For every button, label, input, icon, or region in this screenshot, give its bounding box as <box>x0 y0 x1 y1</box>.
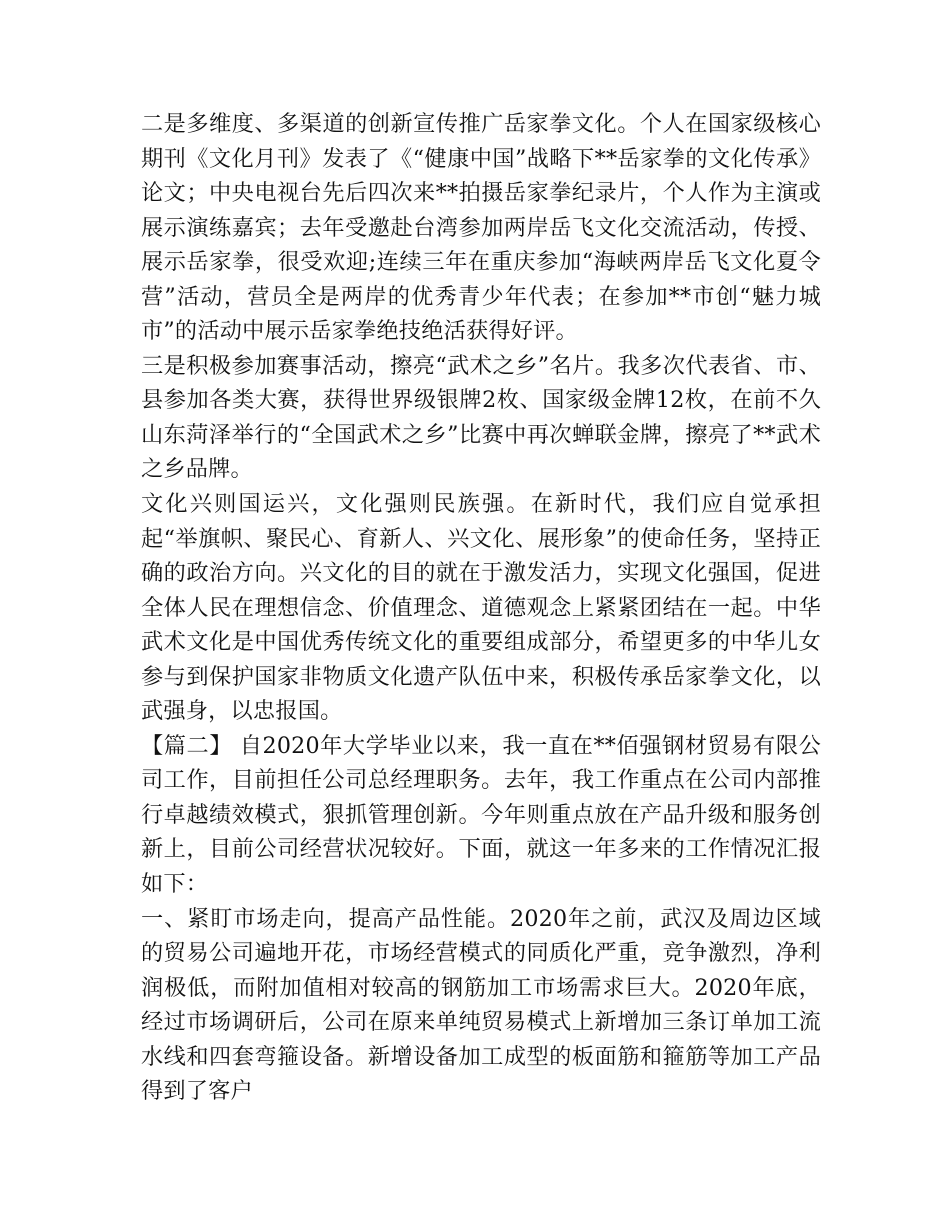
paragraph-competitions: 三是积极参加赛事活动，擦亮“武术之乡”名片。我多次代表省、市、县参加各类大赛，获得世界级银牌2枚、国家级金牌12枚，在前不久山东菏泽举行的“全国武术之乡”比赛中再次蝉联金牌，擦亮了**武术之乡品牌。 <box>141 352 821 483</box>
paragraph-promotion: 二是多维度、多渠道的创新宣传推广岳家拳文化。个人在国家级核心期刊《文化月刊》发表了《“健康中国”战略下**岳家拳的文化传承》论文；中央电视台先后四次来**拍摄岳家拳纪录片，个人作为主演或展示演练嘉宾；去年受邀赴台湾参加两岸岳飞文化交流活动，传授、展示岳家拳，很受欢迎;连续三年在重庆参加“海峡两岸岳飞文化夏令营”活动，营员全是两岸的优秀青少年代表；在参加**市创“魅力城市”的活动中展示岳家拳绝技绝活获得好评。 <box>141 111 821 345</box>
paragraph-culture: 文化兴则国运兴，文化强则民族强。在新时代，我们应自觉承担起“举旗帜、聚民心、育新人、兴文化、展形象”的使命任务，坚持正确的政治方向。兴文化的目的就在于激发活力，实现文化强国，促进全体人民在理想信念、价值理念、道德观念上紧紧团结在一起。中华武术文化是中国优秀传统文化的重要组成部分，希望更多的中华儿女参与到保护国家非物质文化遗产队伍中来，积极传承岳家拳文化，以武强身，以忠报国。 <box>141 491 821 725</box>
paragraph-part-two-intro: 【篇二】 自2020年大学毕业以来，我一直在**佰强钢材贸易有限公司工作，目前担任公司总经理职务。去年，我工作重点在公司内部推行卓越绩效模式，狠抓管理创新。今年则重点放在产品升级和服务创新上，目前公司经营状况较好。下面，就这一年多来的工作情况汇报如下： <box>141 732 821 898</box>
document-body <box>141 107 821 1109</box>
paragraph-market: 一、紧盯市场走向，提高产品性能。2020年之前，武汉及周边区域的贸易公司遍地开花，市场经营模式的同质化严重，竞争激烈，净利润极低，而附加值相对较高的钢筋加工市场需求巨大。2020年底，经过市场调研后，公司在原来单纯贸易模式上新增加三条订单加工流水线和四套弯箍设备。新增设备加工成型的板面筋和箍筋等加工产品得到了客户 <box>141 905 821 1105</box>
